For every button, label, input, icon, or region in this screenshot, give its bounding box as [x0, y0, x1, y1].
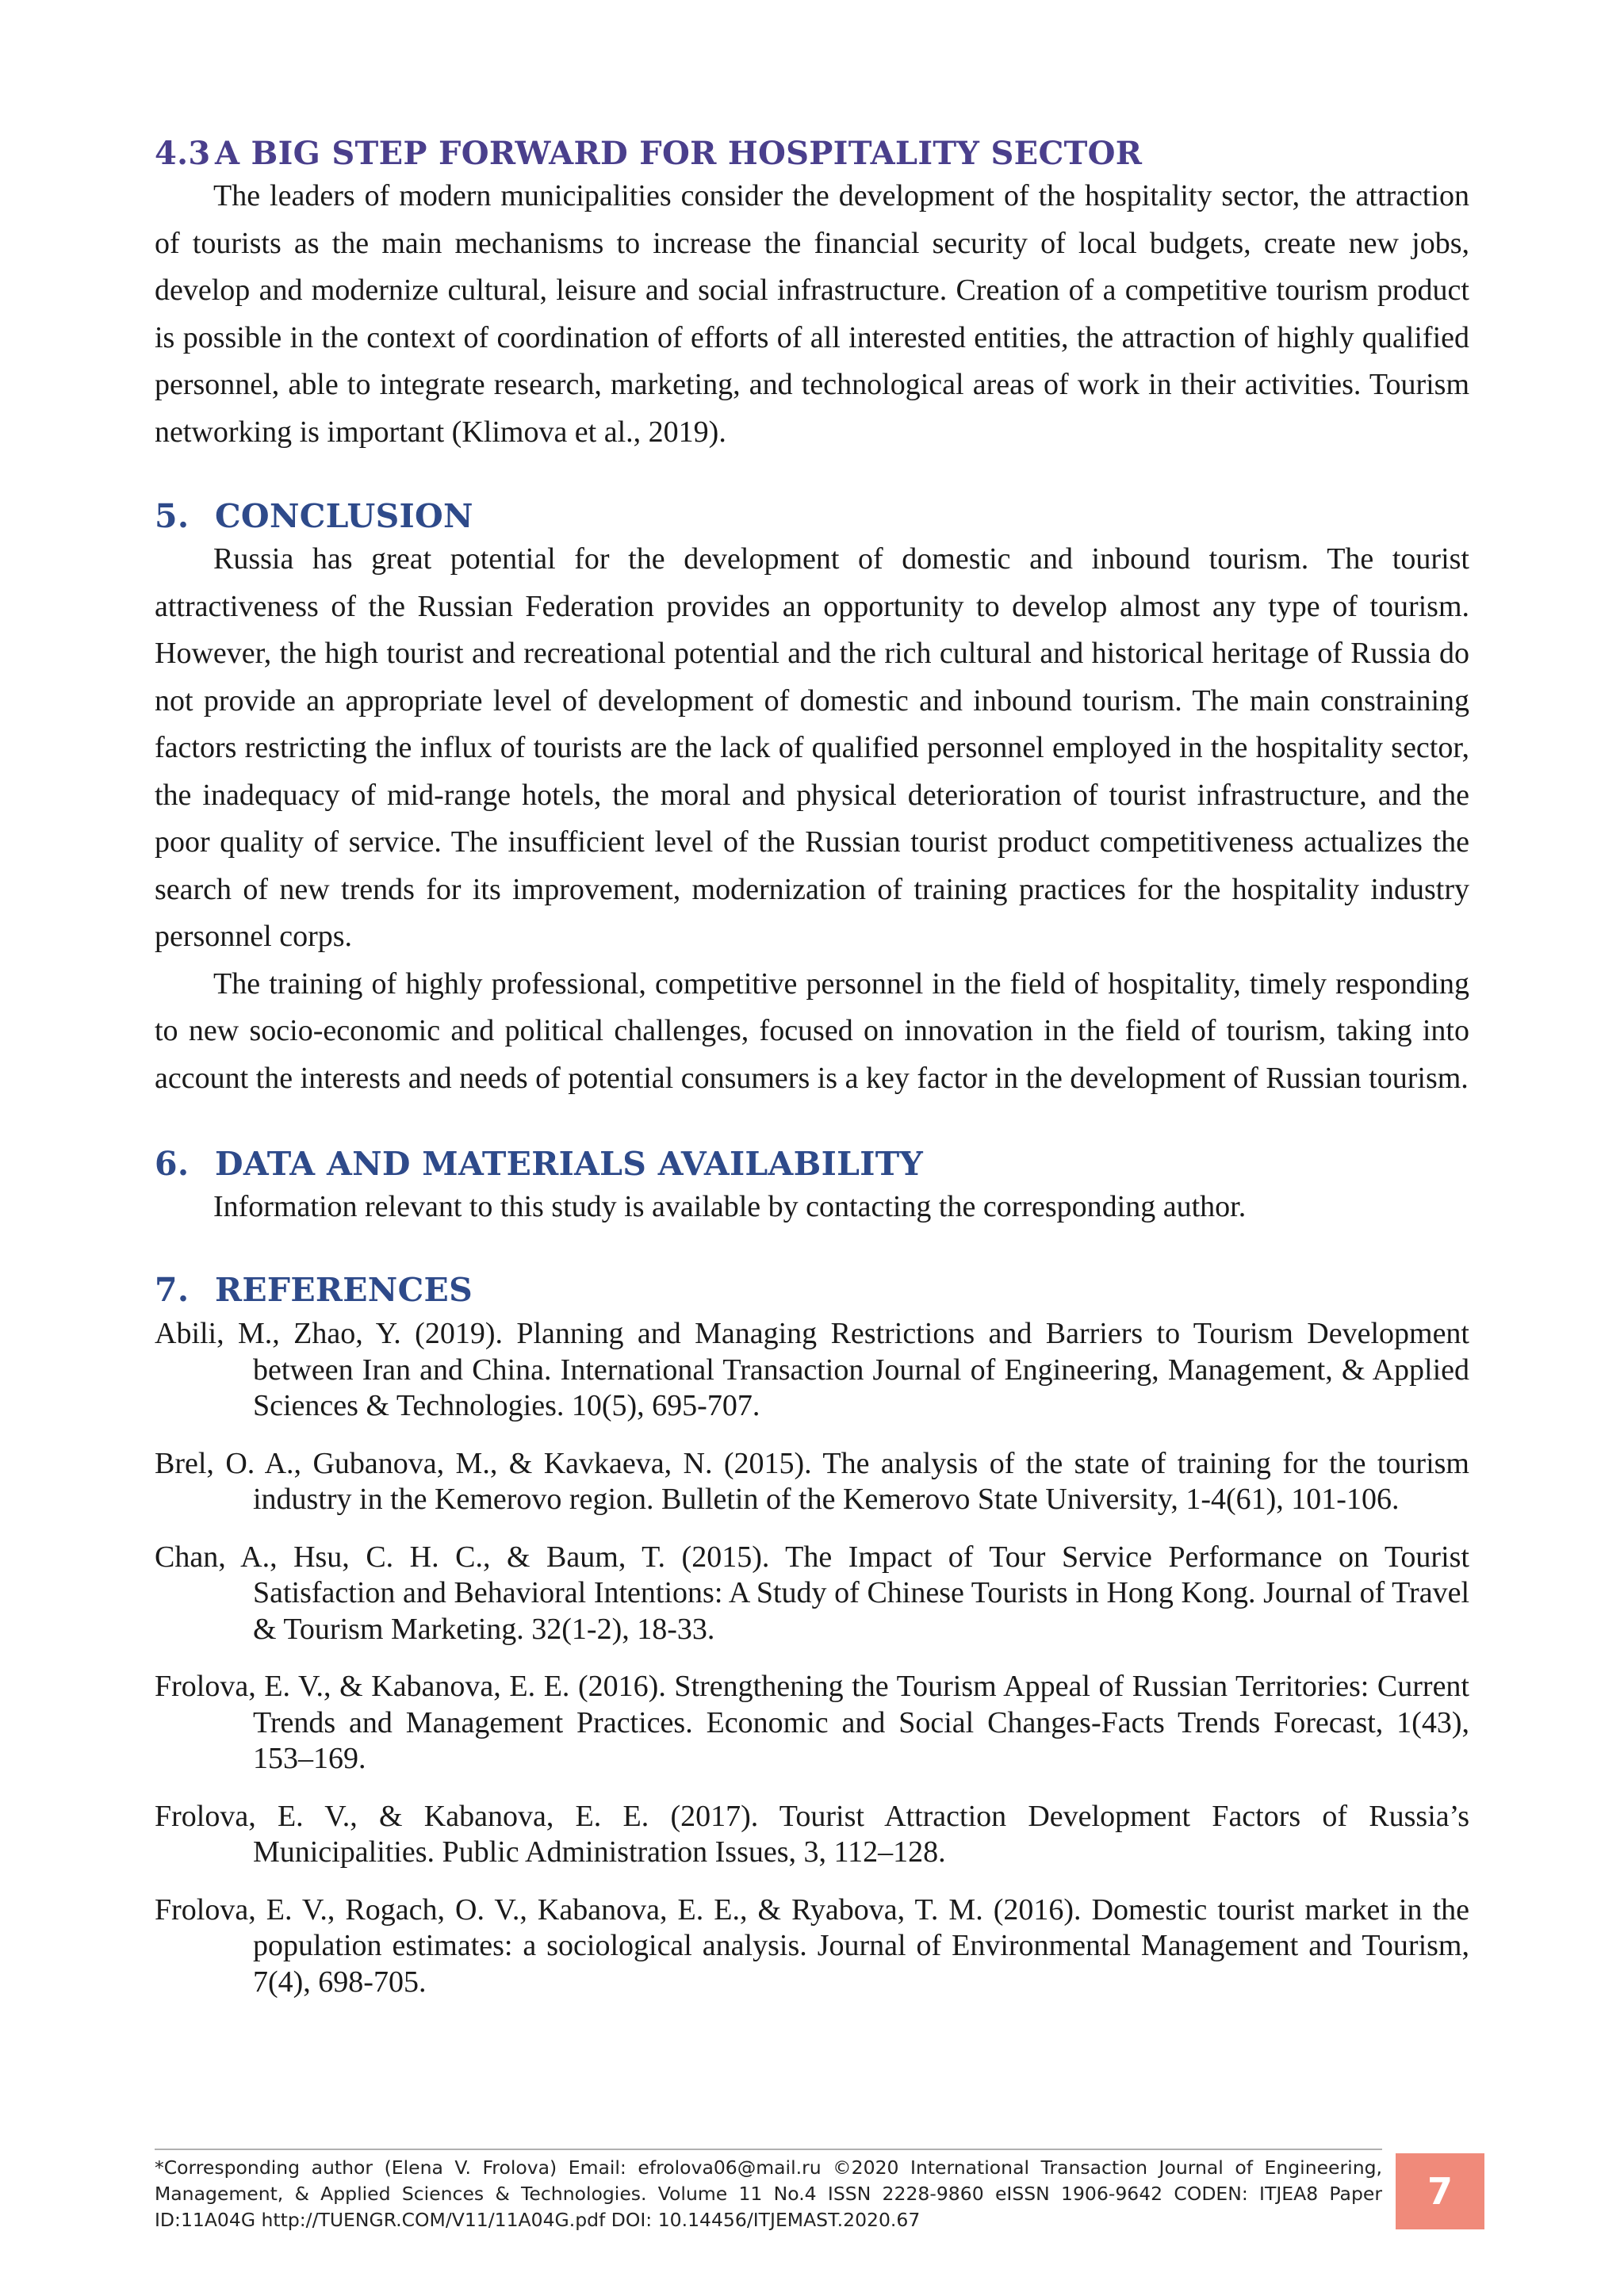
page-footer: [155, 2149, 1382, 2233]
paragraph: Information relevant to this study is available by contacting the corresponding author.: [213, 1190, 1247, 1224]
reference-item: Brel, O. A., Gubanova, M., & Kavkaeva, N. (2015). The analysis of the state of training for the tourism industry in the Kemerovo region. Bulletin of the Kemerovo State University, 1-4(61), 101-106.: [155, 1446, 1469, 1517]
paragraph: The leaders of modern municipalities consider the development of the hospitality sector, the attraction of tourists as the main mechanisms to increase the financial security of local budgets, create new jobs, develop and modernize cultural, leisure and social infrastructure. Creation of a competitive tourism product is possible in the context of coordination of efforts of all interested entities, the attraction of highly qualified personnel, able to integrate research, marketing, and technological areas of work in their activities. Tourism networking is important (Klimova et al., 2019).: [155, 179, 1469, 449]
reference-item: Chan, A., Hsu, C. H. C., & Baum, T. (2015). The Impact of Tour Service Performance on Tourist Satisfaction and Behavioral Intentions: A Study of Chinese Tourists in Hong Kong. Journal of Travel & Tourism Marketing. 32(1-2), 18-33.: [155, 1540, 1469, 1646]
section-heading-references: [155, 1271, 1469, 1310]
page-number-badge: [1396, 2153, 1484, 2229]
section-number: 5.: [155, 497, 190, 535]
page-body: [155, 135, 1469, 2022]
section-title: DATA AND MATERIALS AVAILABILITY: [215, 1145, 924, 1184]
paragraph: Russia has great potential for the development of domestic and inbound tourism. The tourist attractiveness of the Russian Federation provides an opportunity to develop almost any type of tourism. However, the high tourist and recreational potential and the rich cultural and historical heritage of Russia do not provide an appropriate level of development of domestic and inbound tourism. The main constraining factors restricting the influx of tourists are the lack of qualified personnel employed in the hospitality sector, the inadequacy of mid-range hotels, the moral and physical deterioration of tourist infrastructure, and the poor quality of service. The insufficient level of the Russian tourist product competitiveness actualizes the search of new trends for its improvement, modernization of training practices for the hospitality industry personnel corps.: [155, 542, 1469, 954]
reference-item: Frolova, E. V., & Kabanova, E. E. (2017). Tourist Attraction Development Factors of Russia’s Municipalities. Public Administration Issues, 3, 112–128.: [155, 1799, 1469, 1869]
section-number: 6.: [155, 1145, 190, 1184]
section-title: CONCLUSION: [215, 497, 473, 535]
section-number: 4.3: [155, 135, 211, 172]
reference-item: Abili, M., Zhao, Y. (2019). Planning and Managing Restrictions and Barriers to Tourism Development between Iran and China. International Transaction Journal of Engineering, Management, & Applied Sciences & Technologies. 10(5), 695-707.: [155, 1317, 1469, 1423]
section-title: REFERENCES: [215, 1270, 473, 1309]
page-number: 7: [1427, 2170, 1453, 2213]
section-heading-conclusion: [155, 497, 1469, 536]
section-heading-data-availability: [155, 1145, 1469, 1184]
reference-item: Frolova, E. V., & Kabanova, E. E. (2016). Strengthening the Tourism Appeal of Russian Territories: Current Trends and Management Practices. Economic and Social Changes-Facts Trends Forecast, 1(43), 153–169.: [155, 1670, 1469, 1776]
paragraph: The training of highly professional, competitive personnel in the field of hospitality, timely responding to new socio-economic and political challenges, focused on innovation in the field of tourism, taking into account the interests and needs of potential consumers is a key factor in the development of Russian tourism.: [155, 966, 1469, 1095]
reference-list: [155, 1316, 1469, 2000]
section-heading-4-3: [155, 135, 1469, 173]
reference-item: Frolova, E. V., Rogach, O. V., Kabanova, E. E., & Ryabova, T. M. (2016). Domestic tourist market in the population estimates: a sociological analysis. Journal of Environmental Management and Tourism, 7(4), 698-705.: [155, 1892, 1469, 1999]
footer-text: *Corresponding author (Elena V. Frolova) Email: efrolova06@mail.ru ©2020 International Transaction Journal of Engineering, Management, & Applied Sciences & Technologies. Volume 11 No.4 ISSN 2228-9860 eISSN 1906-9642 CODEN: ITJEA8 Paper ID:11A04G http://TUENGR.COM/V11/11A04G.pdf DOI: 10.14456/ITJEMAST.2020.67: [155, 2156, 1382, 2231]
section-number: 7.: [155, 1270, 190, 1309]
section-title: A BIG STEP FORWARD FOR HOSPITALITY SECTOR: [215, 135, 1143, 172]
